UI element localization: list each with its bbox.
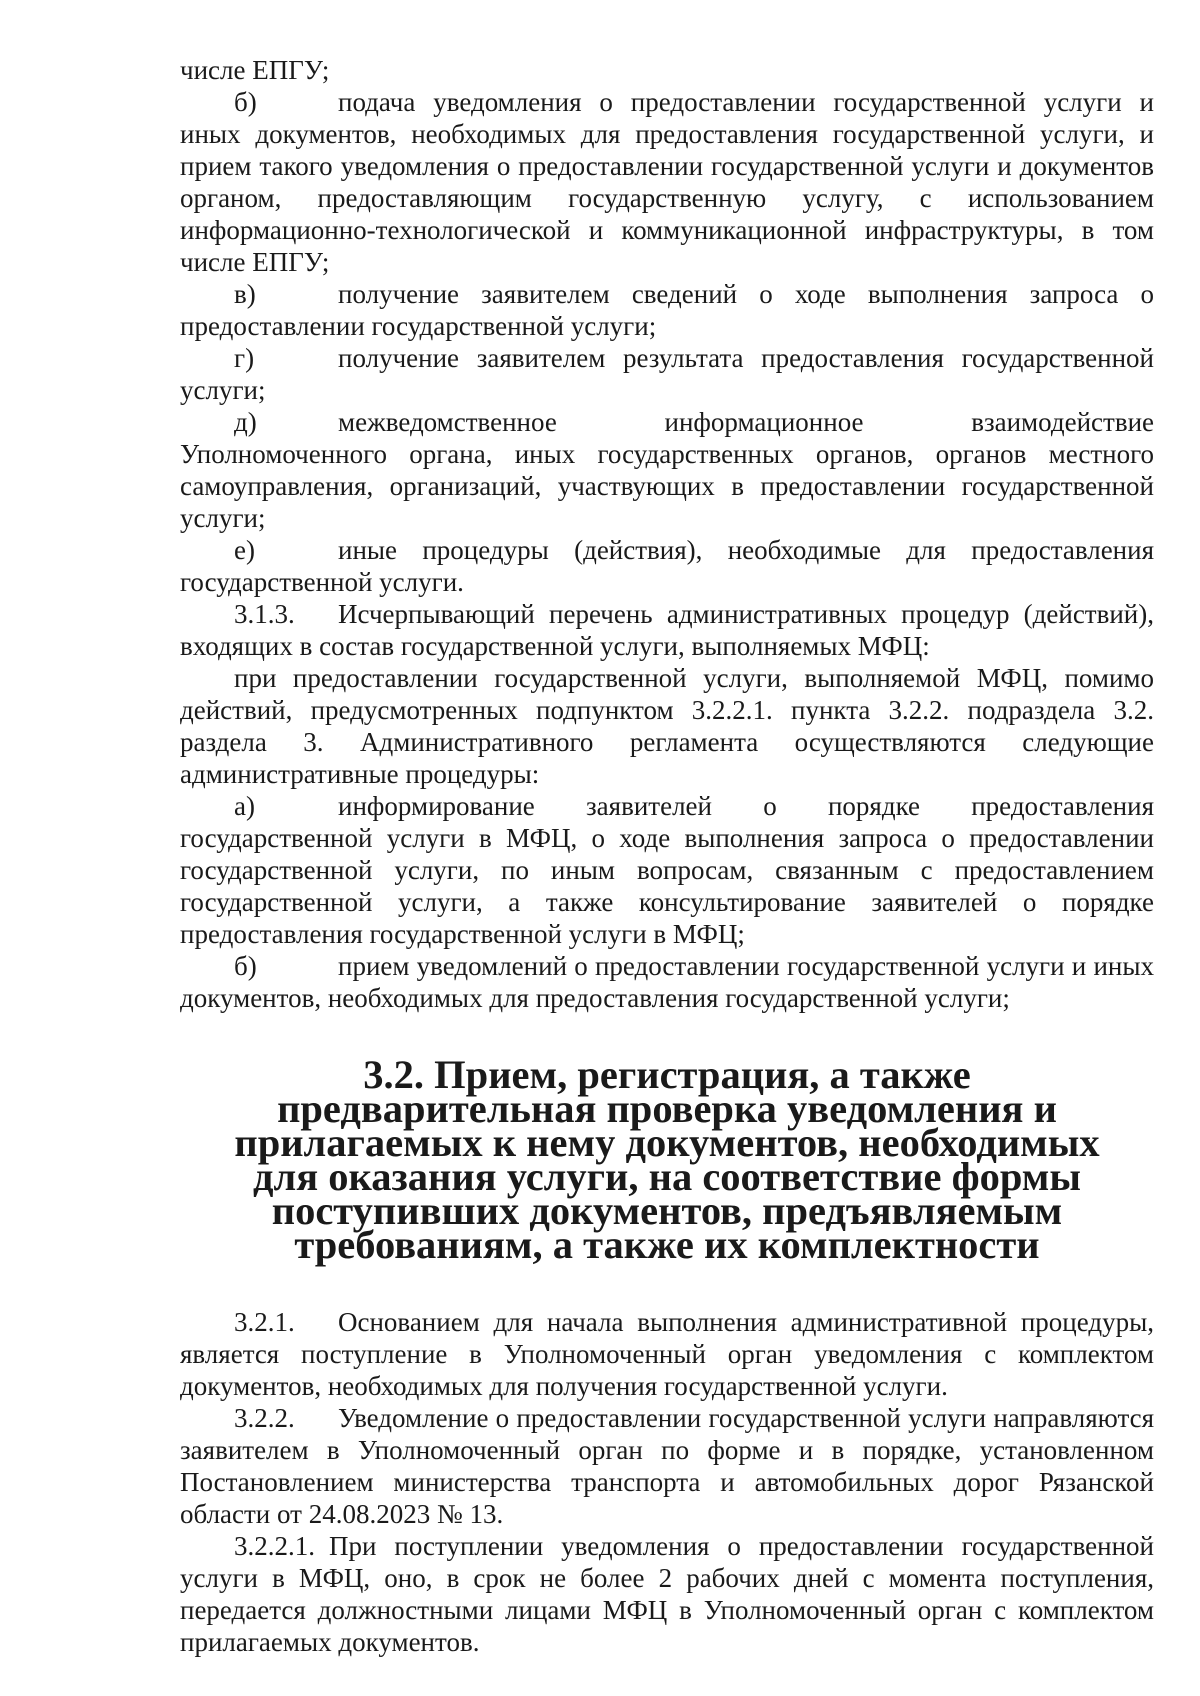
clause-3-2-1 bbox=[180, 1306, 1154, 1402]
paragraph-mfc-procedures bbox=[180, 662, 1154, 790]
paragraph-text: получение заявителем результата предоставления государственной услуги; bbox=[180, 343, 1154, 405]
list-item-b bbox=[180, 86, 1154, 278]
paragraph-text: При поступлении уведомления о предоставлении государственной услуги в МФЦ, оно, в срок не более 2 рабочих дней с момента поступления, передается должностными лицами МФЦ в Уполномоченный орган с комплектом прилагаемых документов. bbox=[180, 1531, 1154, 1657]
document-body bbox=[180, 54, 1154, 1658]
list-item-a bbox=[180, 790, 1154, 950]
list-marker: д) bbox=[234, 407, 257, 437]
clause-number: 3.2.2.1. bbox=[234, 1531, 315, 1561]
list-item-d bbox=[180, 406, 1154, 534]
clause-number: 3.2.1. bbox=[234, 1307, 295, 1337]
paragraph-continuation bbox=[180, 54, 1154, 86]
paragraph-text: Уведомление о предоставлении государственной услуги направляются заявителем в Уполномоченный орган по форме и в порядке, установленном Постановлением министерства транспорта и автомобильных дорог Рязанской области от 24.08.2023 № 13. bbox=[180, 1403, 1154, 1529]
paragraph-text: подача уведомления о предоставлении государственной услуги и иных документов, необходимых для предоставления государственной услуги, и прием такого уведомления о предоставлении государственной услуги и документов органом, предоставляющим государственную услугу, с использованием информационно-технологической и коммуникационной инфраструктуры, в том числе ЕПГУ; bbox=[180, 87, 1154, 277]
list-marker: г) bbox=[234, 343, 255, 373]
paragraph-text: Основанием для начала выполнения административной процедуры, является поступление в Уполномоченный орган уведомления с комплектом документов, необходимых для получения государственной услуги. bbox=[180, 1307, 1154, 1401]
list-item-b-2 bbox=[180, 950, 1154, 1014]
paragraph-text: Исчерпывающий перечень административных процедур (действий), входящих в состав государственной услуги, выполняемых МФЦ: bbox=[180, 599, 1154, 661]
paragraph-text: межведомственное информационное взаимодействие Уполномоченного органа, иных государственных органов, органов местного самоуправления, организаций, участвующих в предоставлении государственной услуги; bbox=[180, 407, 1154, 533]
list-marker: б) bbox=[234, 951, 257, 981]
paragraph-text: числе ЕПГУ; bbox=[180, 55, 330, 85]
list-item-e bbox=[180, 534, 1154, 598]
clause-number: 3.1.3. bbox=[234, 599, 295, 629]
paragraph-text: получение заявителем сведений о ходе выполнения запроса о предоставлении государственной услуги; bbox=[180, 279, 1154, 341]
list-marker: б) bbox=[234, 87, 257, 117]
clause-3-1-3 bbox=[180, 598, 1154, 662]
clause-3-2-2 bbox=[180, 1402, 1154, 1530]
list-item-g bbox=[180, 342, 1154, 406]
clause-3-2-2-1 bbox=[180, 1530, 1154, 1658]
list-marker: а) bbox=[234, 791, 255, 821]
paragraph-text: информирование заявителей о порядке предоставления государственной услуги в МФЦ, о ходе выполнения запроса о предоставлении государственной услуги, по иным вопросам, связанным с предоставлением государственной услуги, а также консультирование заявителей о порядке предоставления государственной услуги в МФЦ; bbox=[180, 791, 1154, 949]
clause-number: 3.2.2. bbox=[234, 1403, 295, 1433]
section-heading: 3.2. Прием, регистрация, а также предварительная проверка уведомления и прилагаемых к нему документов, необходимых для оказания услуги, на соответствие формы поступивших документов, предъявляемым требованиям, а также их комплектности bbox=[234, 1052, 1100, 1267]
list-marker: е) bbox=[234, 535, 255, 565]
paragraph-text: иные процедуры (действия), необходимые для предоставления государственной услуги. bbox=[180, 535, 1154, 597]
paragraph-text: прием уведомлений о предоставлении государственной услуги и иных документов, необходимых для предоставления государственной услуги; bbox=[180, 951, 1154, 1013]
paragraph-text: при предоставлении государственной услуги, выполняемой МФЦ, помимо действий, предусмотренных подпунктом 3.2.2.1. пункта 3.2.2. подраздела 3.2. раздела 3. Административного регламента осуществляются следующие административные процедуры: bbox=[180, 663, 1154, 789]
list-item-v bbox=[180, 278, 1154, 342]
list-marker: в) bbox=[234, 279, 256, 309]
